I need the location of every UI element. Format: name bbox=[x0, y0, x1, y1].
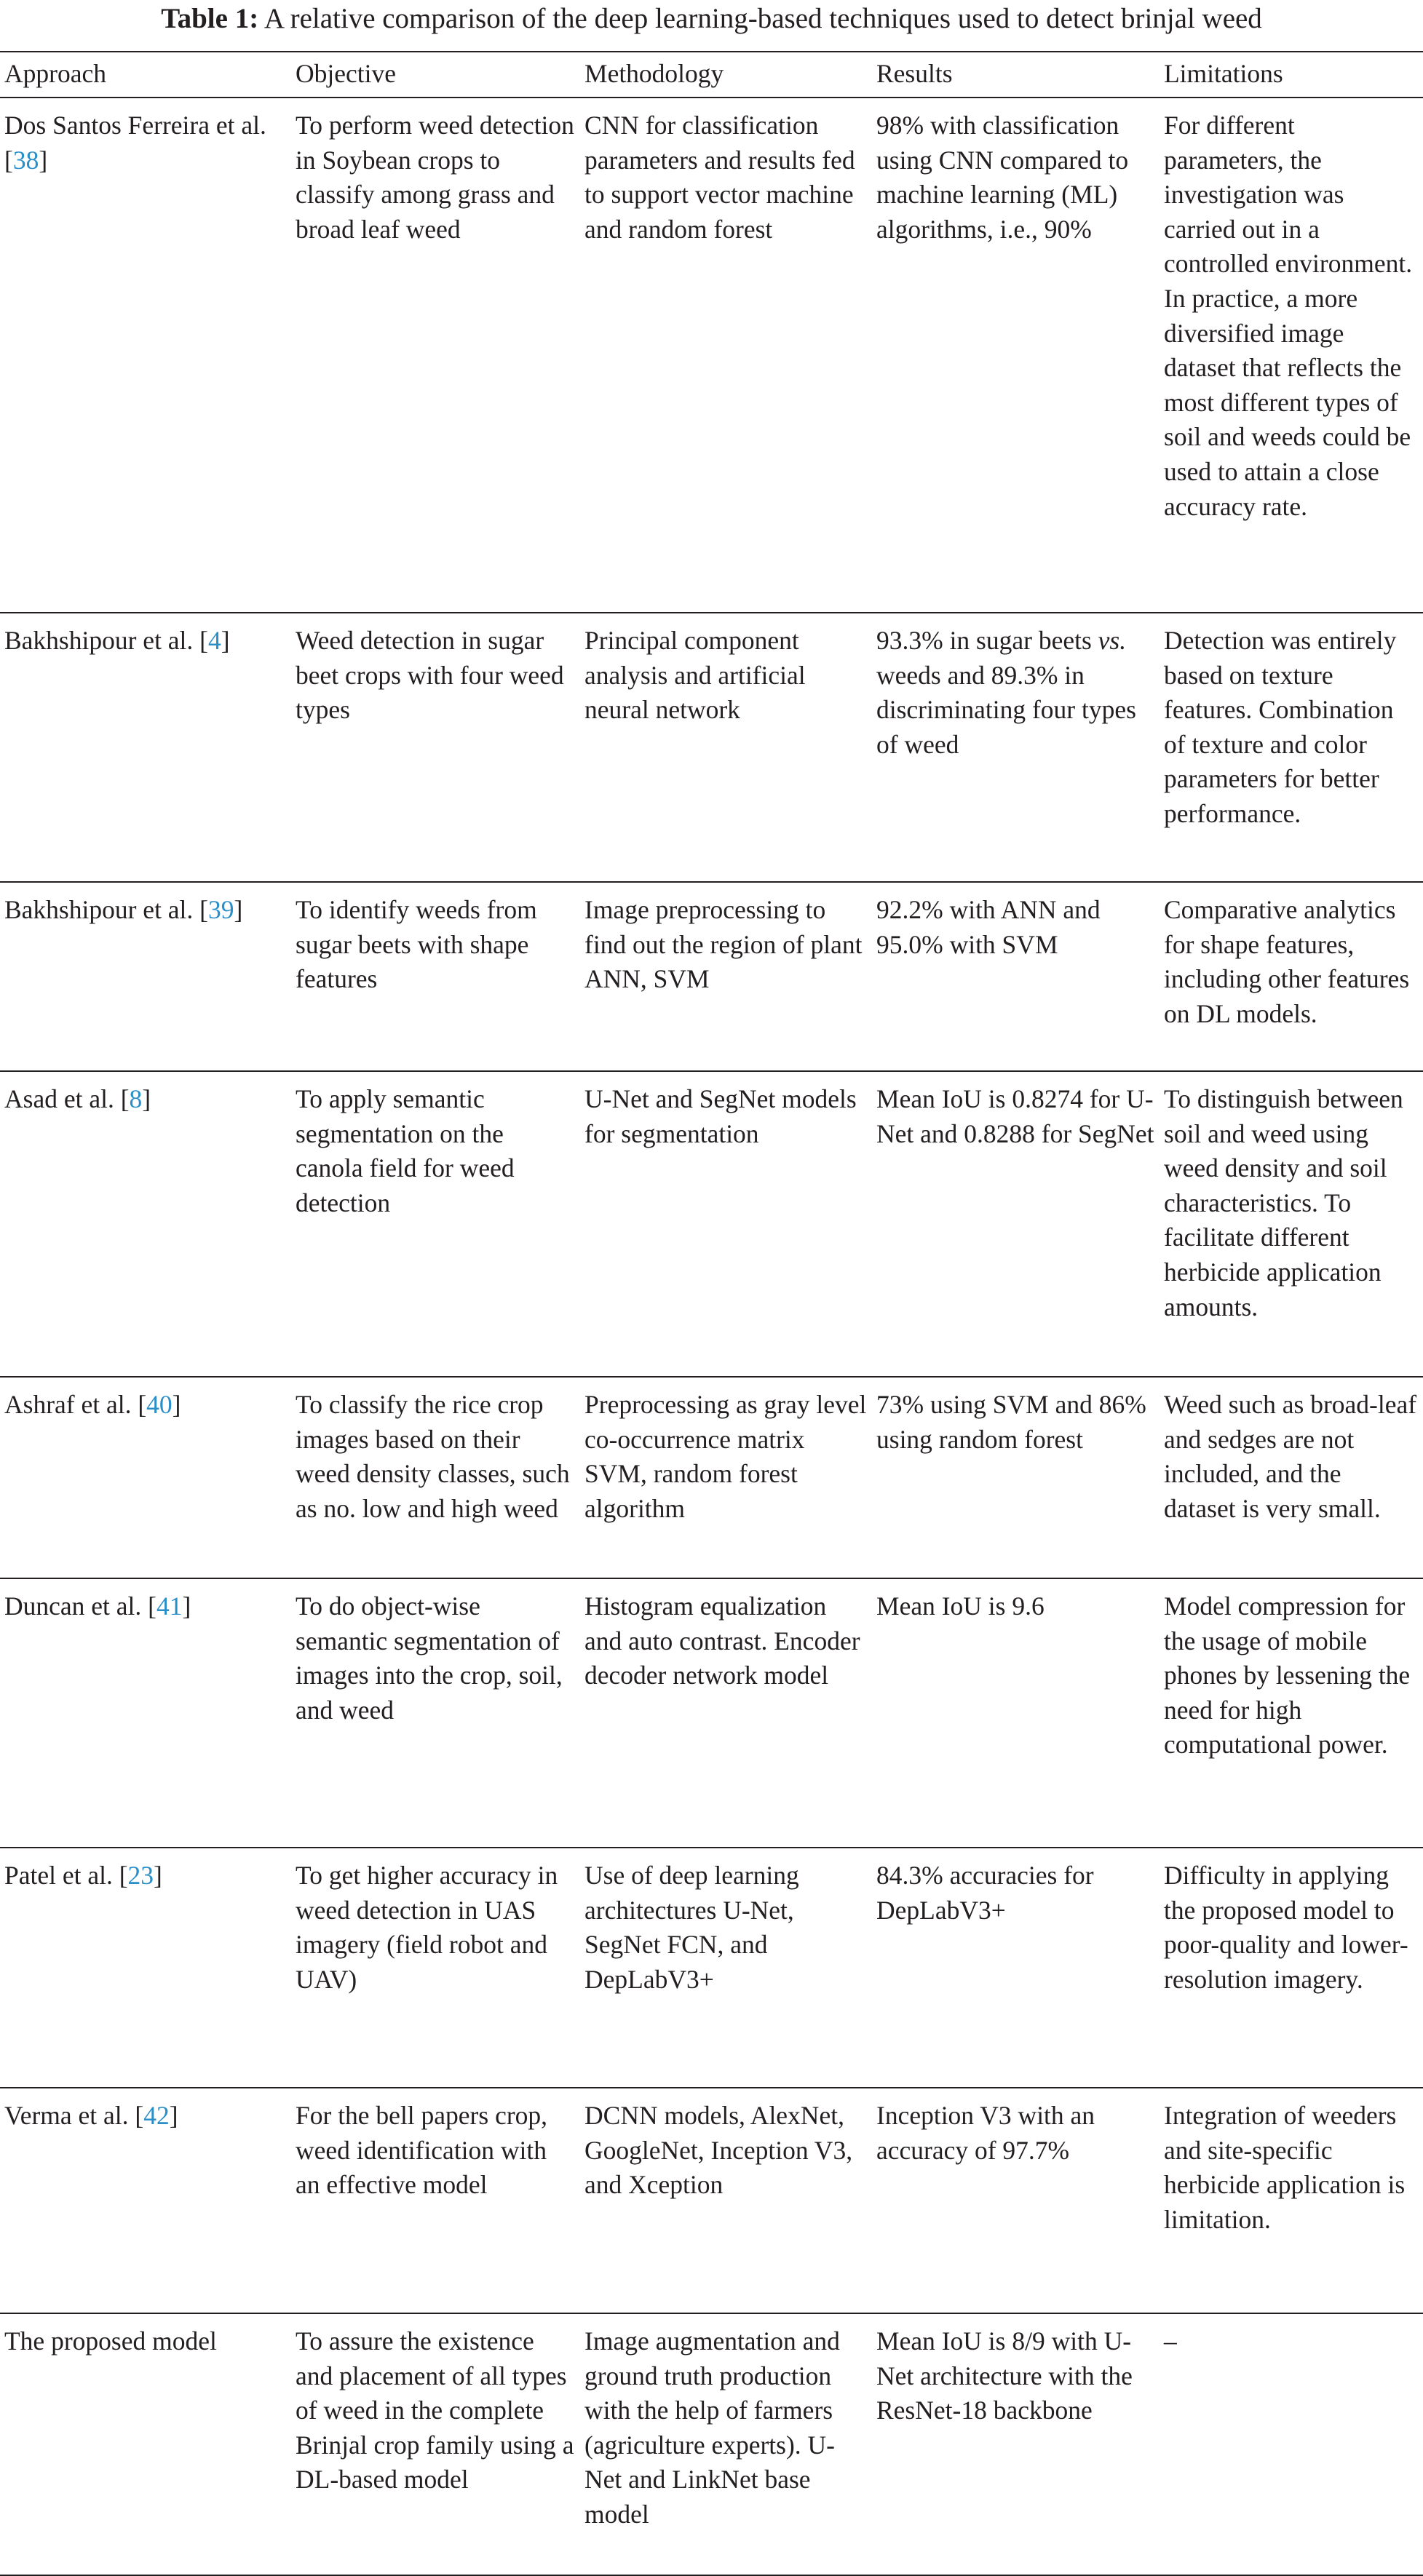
cell-approach bbox=[0, 2313, 291, 2575]
versus-italic: vs. bbox=[1098, 626, 1127, 655]
table-row bbox=[0, 1848, 1423, 2088]
cell-methodology: Use of deep learning architectures U-Net, SegNet FCN, and DepLabV3+ bbox=[580, 1848, 872, 2088]
approach-text: Dos Santos Ferreira et al. [ bbox=[4, 111, 266, 175]
approach-bracket: ] bbox=[39, 145, 48, 175]
cell-objective: Weed detection in sugar beet crops with four weed types bbox=[291, 613, 580, 882]
approach-bracket: ] bbox=[182, 1591, 191, 1621]
table-header bbox=[0, 52, 1423, 98]
citation-link[interactable]: 39 bbox=[208, 895, 234, 924]
table-row bbox=[0, 1071, 1423, 1377]
cell-results: 84.3% accuracies for DepLabV3+ bbox=[872, 1848, 1160, 2088]
approach-text: Duncan et al. [ bbox=[4, 1591, 156, 1621]
cell-results: Inception V3 with an accuracy of 97.7% bbox=[872, 2088, 1160, 2313]
cell-methodology: Image preprocessing to find out the region of plant ANN, SVM bbox=[580, 882, 872, 1071]
cell-limitations: Comparative analytics for shape features, including other features on DL models. bbox=[1160, 882, 1423, 1071]
cell-results: Mean IoU is 8/9 with U-Net architecture with the ResNet-18 backbone bbox=[872, 2313, 1160, 2575]
citation-link[interactable]: 41 bbox=[156, 1591, 183, 1621]
cell-methodology: U-Net and SegNet models for segmentation bbox=[580, 1071, 872, 1377]
cell-methodology: Principal component analysis and artificial neural network bbox=[580, 613, 872, 882]
citation-link[interactable]: 40 bbox=[146, 1390, 173, 1419]
cell-methodology: Histogram equalization and auto contrast. Encoder decoder network model bbox=[580, 1578, 872, 1848]
approach-bracket: ] bbox=[142, 1084, 151, 1113]
cell-methodology: Image augmentation and ground truth production with the help of farmers (agriculture experts). U-Net and LinkNet base model bbox=[580, 2313, 872, 2575]
cell-limitations: Integration of weeders and site-specific herbicide application is limitation. bbox=[1160, 2088, 1423, 2313]
table-row bbox=[0, 98, 1423, 613]
cell-results: Mean IoU is 9.6 bbox=[872, 1578, 1160, 1848]
cell-objective: To apply semantic segmentation on the canola field for weed detection bbox=[291, 1071, 580, 1377]
header-limitations: Limitations bbox=[1160, 52, 1423, 98]
cell-results: 92.2% with ANN and 95.0% with SVM bbox=[872, 882, 1160, 1071]
approach-text: Patel et al. [ bbox=[4, 1861, 128, 1890]
cell-objective: To get higher accuracy in weed detection in UAS imagery (field robot and UAV) bbox=[291, 1848, 580, 2088]
cell-limitations: Weed such as broad-leaf and sedges are not included, and the dataset is very small. bbox=[1160, 1377, 1423, 1578]
cell-approach bbox=[0, 2088, 291, 2313]
cell-objective: For the bell papers crop, weed identification with an effective model bbox=[291, 2088, 580, 2313]
approach-bracket: ] bbox=[234, 895, 243, 924]
approach-text: Bakhshipour et al. [ bbox=[4, 626, 208, 655]
cell-results: 98% with classification using CNN compared to machine learning (ML) algorithms, i.e., 90% bbox=[872, 98, 1160, 613]
cell-limitations: For different parameters, the investigation was carried out in a controlled environment. In practice, a more diversified image dataset that reflects the most different types of soil and weeds could be used to attain a close accuracy rate. bbox=[1160, 98, 1423, 613]
cell-results: Mean IoU is 0.8274 for U-Net and 0.8288 for SegNet bbox=[872, 1071, 1160, 1377]
approach-text: Ashraf et al. [ bbox=[4, 1390, 147, 1419]
cell-results bbox=[872, 613, 1160, 882]
results-text: 93.3% in sugar beets vs. weeds and 89.3% in discriminating four types of weed bbox=[876, 626, 1136, 759]
header-row bbox=[0, 52, 1423, 98]
cell-approach bbox=[0, 882, 291, 1071]
table-row bbox=[0, 2313, 1423, 2575]
cell-limitations: Detection was entirely based on texture features. Combination of texture and color parameters for better performance. bbox=[1160, 613, 1423, 882]
approach-text: Asad et al. [ bbox=[4, 1084, 130, 1113]
table-caption-label: Table 1: bbox=[161, 3, 259, 34]
cell-objective: To perform weed detection in Soybean crops to classify among grass and broad leaf weed bbox=[291, 98, 580, 613]
approach-bracket: ] bbox=[169, 2101, 178, 2130]
cell-limitations: Difficulty in applying the proposed model to poor-quality and lower-resolution imagery. bbox=[1160, 1848, 1423, 2088]
cell-approach bbox=[0, 1377, 291, 1578]
cell-methodology: Preprocessing as gray level co-occurrence matrix SVM, random forest algorithm bbox=[580, 1377, 872, 1578]
cell-results: 73% using SVM and 86% using random forest bbox=[872, 1377, 1160, 1578]
cell-approach bbox=[0, 1578, 291, 1848]
approach-bracket: ] bbox=[172, 1390, 181, 1419]
comparison-table bbox=[0, 51, 1423, 2576]
citation-link[interactable]: 4 bbox=[208, 626, 221, 655]
table-caption bbox=[0, 0, 1423, 38]
approach-text: The proposed model bbox=[4, 2326, 217, 2356]
table-row bbox=[0, 1377, 1423, 1578]
table-caption-text: A relative comparison of the deep learning-based techniques used to detect brinjal weed bbox=[263, 3, 1262, 34]
table-body bbox=[0, 98, 1423, 2575]
cell-approach bbox=[0, 1071, 291, 1377]
cell-limitations: – bbox=[1160, 2313, 1423, 2575]
approach-bracket: ] bbox=[154, 1861, 162, 1890]
cell-limitations: To distinguish between soil and weed using weed density and soil characteristics. To facilitate different herbicide application amounts. bbox=[1160, 1071, 1423, 1377]
citation-link[interactable]: 38 bbox=[12, 145, 39, 175]
table-row bbox=[0, 613, 1423, 882]
cell-methodology: DCNN models, AlexNet, GoogleNet, Inception V3, and Xception bbox=[580, 2088, 872, 2313]
header-methodology: Methodology bbox=[580, 52, 872, 98]
cell-objective: To do object-wise semantic segmentation of images into the crop, soil, and weed bbox=[291, 1578, 580, 1848]
cell-approach bbox=[0, 98, 291, 613]
citation-link[interactable]: 8 bbox=[129, 1084, 143, 1113]
cell-limitations: Model compression for the usage of mobile phones by lessening the need for high computational power. bbox=[1160, 1578, 1423, 1848]
approach-text: Bakhshipour et al. [ bbox=[4, 895, 208, 924]
cell-approach bbox=[0, 613, 291, 882]
header-approach: Approach bbox=[0, 52, 291, 98]
table-row bbox=[0, 2088, 1423, 2313]
table-row bbox=[0, 1578, 1423, 1848]
citation-link[interactable]: 42 bbox=[143, 2101, 170, 2130]
cell-methodology: CNN for classification parameters and results fed to support vector machine and random forest bbox=[580, 98, 872, 613]
cell-objective: To assure the existence and placement of all types of weed in the complete Brinjal crop family using a DL-based model bbox=[291, 2313, 580, 2575]
table-row bbox=[0, 882, 1423, 1071]
approach-text: Verma et al. [ bbox=[4, 2101, 144, 2130]
citation-link[interactable]: 23 bbox=[127, 1861, 154, 1890]
cell-approach bbox=[0, 1848, 291, 2088]
header-objective: Objective bbox=[291, 52, 580, 98]
cell-objective: To classify the rice crop images based on their weed density classes, such as no. low and high weed bbox=[291, 1377, 580, 1578]
header-results: Results bbox=[872, 52, 1160, 98]
cell-objective: To identify weeds from sugar beets with shape features bbox=[291, 882, 580, 1071]
approach-bracket: ] bbox=[221, 626, 230, 655]
